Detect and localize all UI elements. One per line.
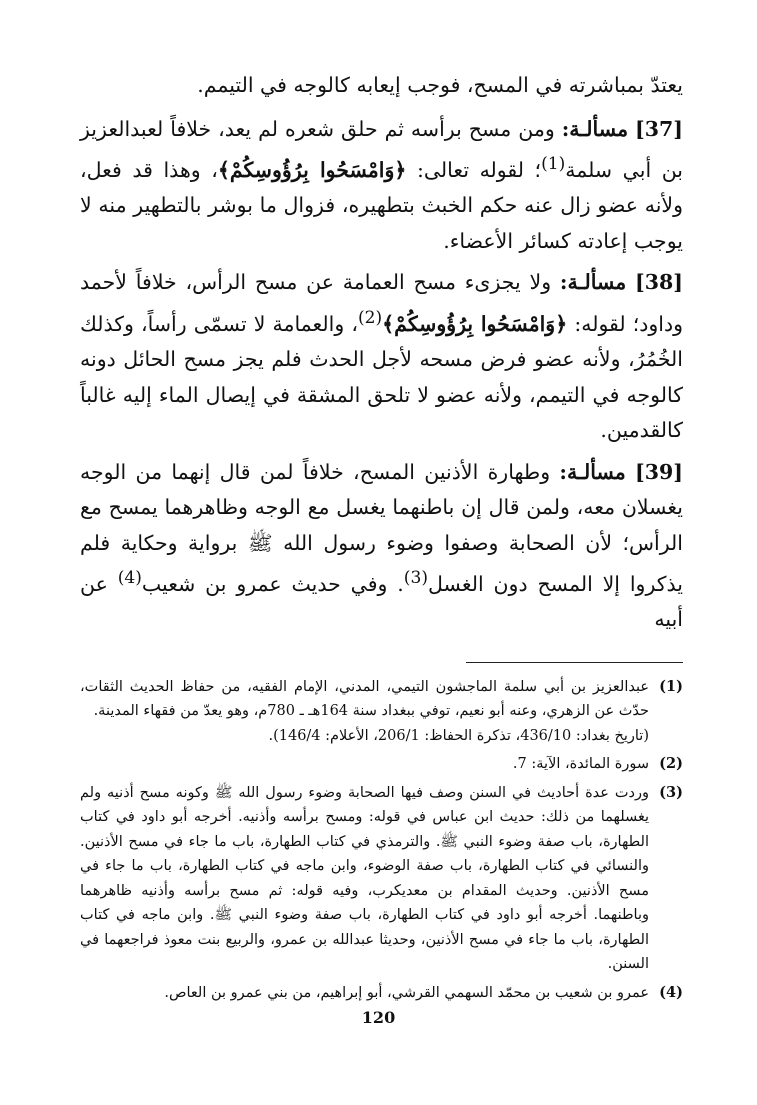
footnote-1: [80, 675, 683, 749]
footnote-2: [80, 752, 683, 777]
footnote-ref[interactable]: (4): [117, 568, 142, 589]
footnote-text: سورة المائدة، الآية: 7.: [512, 756, 649, 773]
issue-number: [38]: [635, 270, 683, 295]
footnote-body: [80, 981, 649, 1006]
issue-text: . وفي حديث عمرو بن شعيب: [141, 571, 404, 596]
footnote-text: عبدالعزيز بن أبي سلمة الماجشون التيمي، المدني، الإمام الفقيه، من حفاظ الحديث الثقات، حدّث عن الزهري، وعنه أبو نعيم، توفي ببغداد سنة 164هـ ـ 780م، وهو يعدّ من فقهاء المدينة.: [80, 678, 649, 720]
intro-paragraph: يعتدّ بمباشرته في المسح، فوجب إيعابه كالوجه في التيمم.: [197, 73, 683, 97]
issue-text: ؛ لقوله تعالى:: [416, 157, 542, 182]
footnote-text: عمرو بن شعيب بن محمّد السهمي القرشي، أبو إبراهيم، من بني عمرو بن العاص.: [164, 984, 649, 1001]
footnote-number: (1): [659, 677, 683, 695]
issue-text: ومن مسح برأسه ثم حلق شعره لم يعد، خلافاً لعبدالعزيز بن أبي سلمة: [80, 116, 683, 182]
footnote-number: (4): [659, 983, 683, 1001]
footnote-body: [80, 752, 649, 777]
issue-39-paragraph: [80, 455, 683, 638]
issue-label: مسألـة:: [559, 270, 627, 295]
page-number: 120: [361, 1008, 396, 1027]
issue-text: وطهارة الأذنين المسح، خلافاً لمن قال إنهما من الوجه يغسلان معه، ولمن قال إن باطنهما يغسل مع الوجه وظاهرهما يمسح مع الرأس؛ لأن الصحابة وصفوا وضوء رسول الله ﷺ برواية وحكاية فلم يذكروا إلا المسح دون الغسل: [80, 459, 683, 596]
footnote-separator: [466, 662, 683, 663]
issue-text: ولا يجزىء مسح العمامة عن مسح الرأس، خلافاً لأحمد وداود؛ لقوله:: [80, 270, 683, 336]
footnote-source: (تاريخ بغداد: 436/10، تذكرة الحفاظ: 206/1، الأعلام: 146/4).: [268, 727, 649, 744]
footnote-number: (2): [659, 755, 683, 773]
issue-text: ، والعمامة لا تسمّى رأساً، وكذلك الخُمُرُ، ولأنه عضو فرض مسحه لأجل الحدث فلم يجز مسح الحائل دونه كالوجه في التيمم، ولأنه عضو لا تلحق المشقة في إيصال الماء إليه غالباً كالقدمين.: [80, 311, 683, 443]
issue-text: ، وهذا قد فعل، ولأنه عضو زال عنه حكم الخبث بتطهيره، فزوال ما بوشر بالتطهير منه لا يوجب إعادته كسائر الأعضاء.: [80, 157, 683, 253]
footnote-ref[interactable]: (3): [403, 568, 428, 589]
issue-37-paragraph: [80, 112, 683, 260]
quran-quote: ﴿وَامْسَحُوا بِرُؤُوسِكُمْ﴾: [382, 311, 568, 336]
issue-text: عن أبيه: [80, 571, 683, 632]
footnote-3: [80, 781, 683, 977]
issue-number: [39]: [635, 459, 683, 484]
footnote-body: [80, 675, 649, 749]
quran-quote: ﴿وَامْسَحُوا بِرُؤُوسِكُمْ﴾: [217, 157, 407, 182]
footnote-4: [80, 981, 683, 1006]
issue-label: مسألـة:: [559, 459, 626, 484]
footnote-ref[interactable]: (1): [541, 154, 566, 174]
footnote-number: (3): [659, 783, 683, 801]
issue-label: مسألـة:: [561, 116, 629, 141]
footnote-body: [80, 781, 649, 977]
issue-38-paragraph: [80, 265, 683, 448]
footnote-ref[interactable]: (2): [357, 307, 383, 328]
footnote-text: وردت عدة أحاديث في السنن وصف فيها الصحابة وضوء رسول الله ﷺ وكونه مسح أذنيه ولم يغسلهما من ذلك: حديث ابن عباس في قوله: ومسح برأسه وأذنيه. أخرجه أبو داود في كتاب الطهارة، باب صفة وضوء النبي ﷺ. والترمذي في كتاب الطهارة، باب ما جاء في مسح الأذنين. والنسائي في كتاب الطهارة، باب صفة الوضوء، وابن ماجه في كتاب الطهارة، باب ما جاء في مسح الأذنين. وحديث المقدام بن معديكرب، وفيه قوله: ثم مسح برأسه وأذنيه ظاهرهما وباطنهما. أخرجه أبو داود في كتاب الطهارة، باب صفة وضوء النبي ﷺ. وابن ماجه في كتاب الطهارة، باب ما جاء في مسح الأذنين، وحديثا عبدالله بن عمرو، والربيع بنت معوذ فراجعهما في السنن.: [80, 784, 649, 973]
issue-number: [37]: [635, 116, 683, 141]
